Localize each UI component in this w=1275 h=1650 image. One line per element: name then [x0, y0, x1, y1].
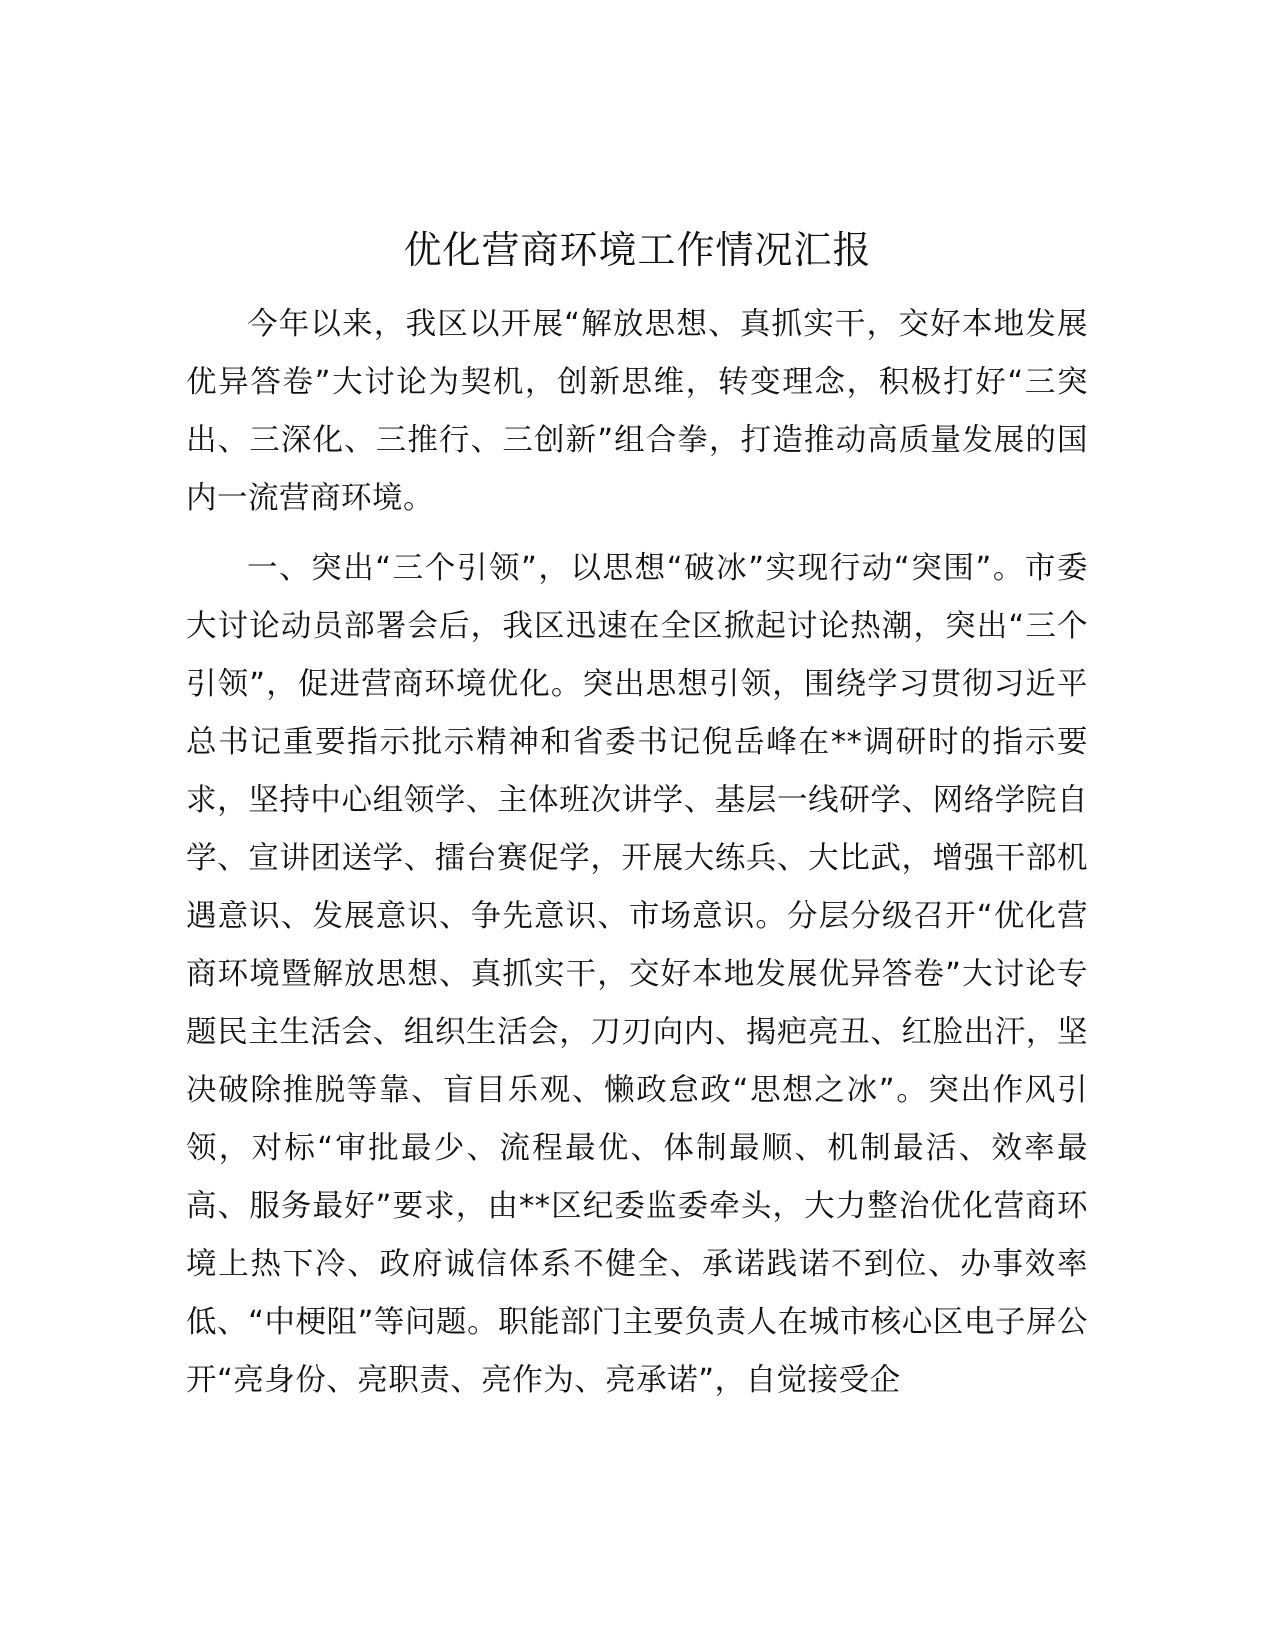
intro-paragraph: 今年以来，我区以开展“解放思想、真抓实干，交好本地发展优异答卷”大讨论为契机，创新思维，转变理念，积极打好“三突出、三深化、三推行、三创新”组合拳，打造推动高质量发展的国内一流营商环境。 — [186, 307, 1088, 516]
section-one-paragraph: 一、突出“三个引领”，以思想“破冰”实现行动“突围”。市委大讨论动员部署会后，我区迅速在全区掀起讨论热潮，突出“三个引领”，促进营商环境优化。突出思想引领，围绕学习贯彻习近平总书记重要指示批示精神和省委书记倪岳峰在**调研时的指示要求，坚持中心组领学、主体班次讲学、基层一线研学、网络学院自学、宣讲团送学、擂台赛促学，开展大练兵、大比武，增强干部机遇意识、发展意识、争先意识、市场意识。分层分级召开“优化营商环境暨解放思想、真抓实干，交好本地发展优异答卷”大讨论专题民主生活会、组织生活会，刀刃向内、揭疤亮丑、红脸出汗，坚决破除推脱等靠、盲目乐观、懒政怠政“思想之冰”。突出作风引领，对标“审批最少、流程最优、体制最顺、机制最活、效率最高、服务最好”要求，由**区纪委监委牵头，大力整治优化营商环境上热下冷、政府诚信体系不健全、承诺践诺不到位、办事效率低、“中梗阻”等问题。职能部门主要负责人在城市核心区电子屏公开“亮身份、亮职责、亮作为、亮承诺”，自觉接受企 — [186, 551, 1088, 1398]
document-body — [186, 296, 1088, 1410]
document-title: 优化营商环境工作情况汇报 — [403, 228, 872, 272]
